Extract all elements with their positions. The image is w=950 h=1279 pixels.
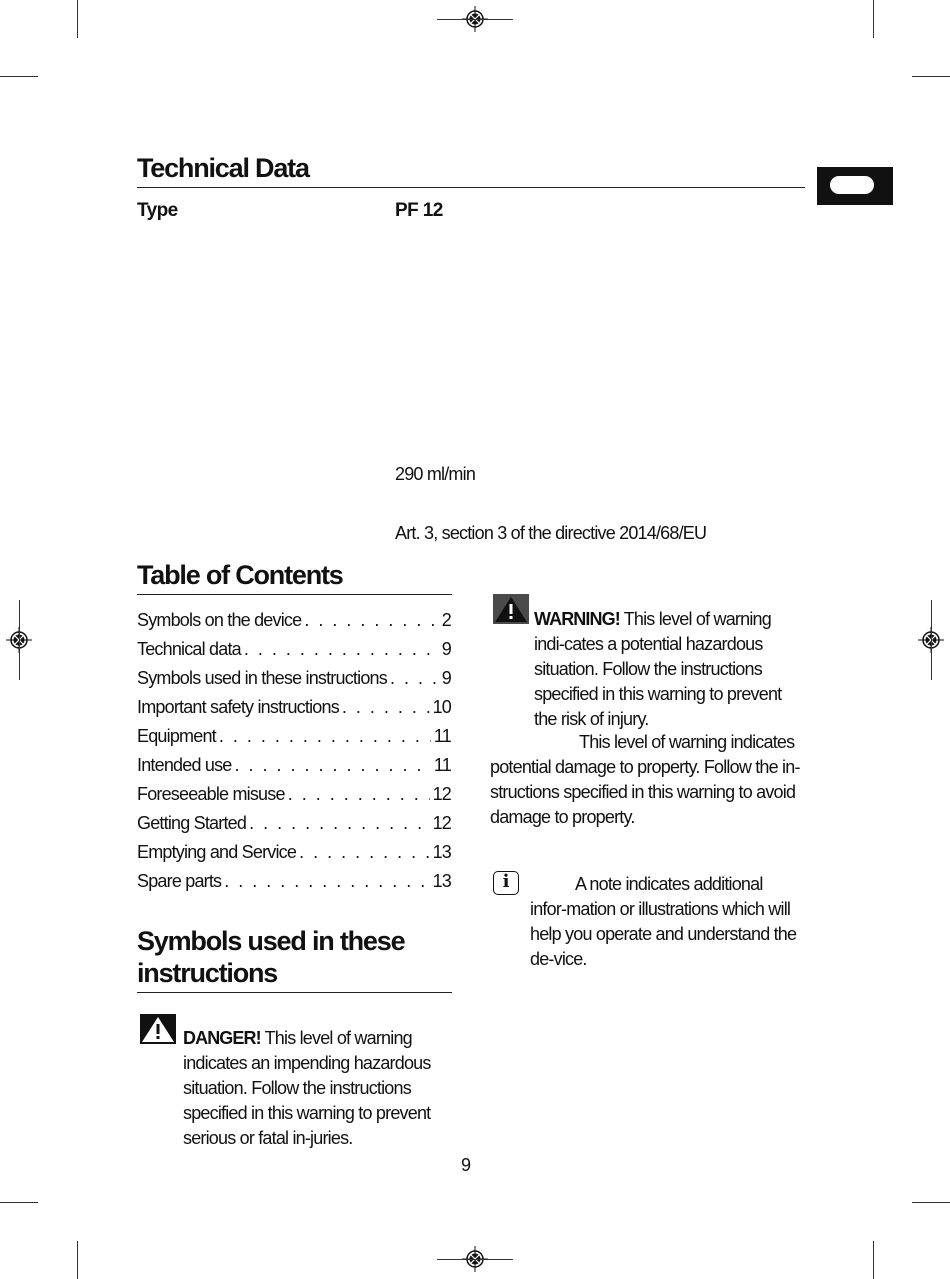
toc-item[interactable] xyxy=(137,809,451,838)
toc-item-page: 11 xyxy=(433,726,451,746)
toc-item[interactable] xyxy=(137,606,451,635)
toc-item[interactable] xyxy=(137,722,451,751)
toc-item-page: 10 xyxy=(432,697,451,717)
crop-mark xyxy=(0,1202,38,1203)
symbols-heading-line1: Symbols used in these xyxy=(137,926,405,956)
danger-text: This level of warning indicates an impending hazardous situation. Follow the instructions specified in this warning to prevent serious or fatal in-juries. xyxy=(183,1028,431,1148)
toc-leader xyxy=(304,606,438,635)
toc-item[interactable] xyxy=(137,838,451,867)
danger-warning-icon xyxy=(140,1014,176,1044)
symbols-heading xyxy=(137,925,457,989)
crop-mark xyxy=(77,0,78,38)
toc-item[interactable] xyxy=(137,664,451,693)
symbols-heading-line2: instructions xyxy=(137,958,278,988)
toc-leader xyxy=(390,664,439,693)
flow-rate-value: 290 ml/min xyxy=(395,464,476,484)
info-icon: i xyxy=(493,871,519,895)
warning-text: This level of warning indi-cates a potential hazardous situation. Follow the instructions specified in this warning to prevent the risk of injury. xyxy=(534,609,782,729)
crop-mark xyxy=(873,1241,874,1279)
registration-line xyxy=(931,600,932,680)
registration-line xyxy=(19,600,20,680)
toc-leader xyxy=(224,867,429,896)
toc-item-page: 2 xyxy=(441,610,451,630)
registration-line xyxy=(437,1259,513,1260)
crop-mark xyxy=(0,76,38,77)
toc-item-label: Intended use xyxy=(137,755,232,775)
toc-rule xyxy=(137,594,452,595)
toc-item-label: Foreseeable misuse xyxy=(137,784,285,804)
toc-item[interactable] xyxy=(137,635,451,664)
page-number: 9 xyxy=(461,1155,472,1175)
toc-item[interactable] xyxy=(137,693,451,722)
language-tab xyxy=(817,167,893,205)
toc-heading: Table of Contents xyxy=(137,560,343,590)
toc-item-label: Symbols used in these instructions xyxy=(137,668,387,688)
toc-item-label: Technical data xyxy=(137,639,241,659)
toc-item-page: 13 xyxy=(432,871,451,891)
toc-list xyxy=(137,606,451,896)
crop-mark xyxy=(77,1241,78,1279)
toc-item-label: Equipment xyxy=(137,726,216,746)
toc-item-label: Emptying and Service xyxy=(137,842,297,862)
technical-data-heading: Technical Data xyxy=(137,153,309,183)
note-paragraph xyxy=(530,872,802,972)
toc-leader xyxy=(249,809,430,838)
danger-label: DANGER! xyxy=(183,1028,261,1048)
warning-paragraph xyxy=(534,607,802,732)
toc-item-page: 9 xyxy=(441,639,451,659)
toc-item-label: Important safety instructions xyxy=(137,697,339,717)
crop-mark xyxy=(873,0,874,38)
note-text: A note indicates additional infor-mation or illustrations which will help you operate and understand the de-vice. xyxy=(530,874,797,969)
toc-leader xyxy=(219,722,431,751)
toc-item-label: Symbols on the device xyxy=(137,610,302,630)
caution-text: This level of warning indicates potential damage to property. Follow the in-structions specified in this warning to avoid damage to property. xyxy=(490,732,800,827)
toc-item-page: 13 xyxy=(432,842,451,862)
toc-item-page: 11 xyxy=(433,755,451,775)
toc-item[interactable] xyxy=(137,867,451,896)
toc-item-page: 9 xyxy=(441,668,451,688)
toc-leader xyxy=(235,751,431,780)
toc-leader xyxy=(342,693,430,722)
type-value: PF 12 xyxy=(395,200,443,221)
warning-icon xyxy=(493,594,529,624)
toc-item-page: 12 xyxy=(432,784,451,804)
toc-item-page: 12 xyxy=(432,813,451,833)
crop-mark xyxy=(912,76,950,77)
directive-value: Art. 3, section 3 of the directive 2014/68/EU xyxy=(395,523,707,543)
language-tab-marker xyxy=(830,176,874,194)
toc-item[interactable] xyxy=(137,751,451,780)
toc-leader xyxy=(244,635,439,664)
toc-item[interactable] xyxy=(137,780,451,809)
crop-mark xyxy=(912,1202,950,1203)
toc-item-label: Getting Started xyxy=(137,813,247,833)
registration-line xyxy=(437,19,513,20)
type-label: Type xyxy=(137,200,178,221)
technical-data-rule xyxy=(137,187,805,188)
danger-paragraph xyxy=(183,1026,455,1151)
symbols-rule xyxy=(137,992,452,993)
warning-label: WARNING! xyxy=(534,609,620,629)
toc-leader xyxy=(288,780,430,809)
toc-leader xyxy=(299,838,429,867)
caution-paragraph xyxy=(490,730,802,830)
toc-item-label: Spare parts xyxy=(137,871,222,891)
